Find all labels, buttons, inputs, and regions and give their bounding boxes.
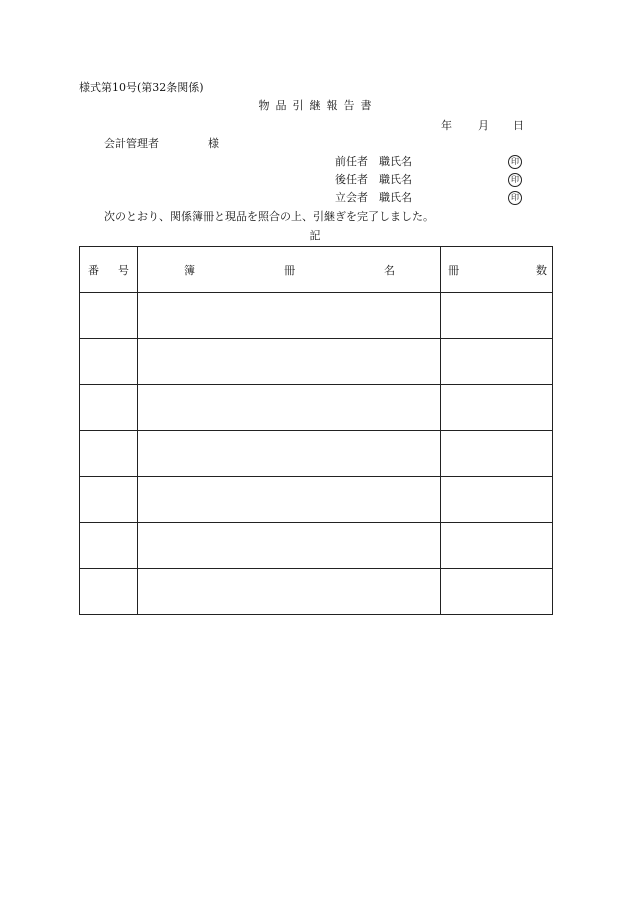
document-title: 物品引継報告書 xyxy=(258,99,378,112)
addressee-name: 会計管理者 xyxy=(104,137,159,150)
cell-book-name xyxy=(138,339,441,385)
cell-book-name xyxy=(138,523,441,569)
signature-label: 職氏名 xyxy=(379,155,412,168)
table-row xyxy=(80,293,553,339)
cell-book-name xyxy=(138,293,441,339)
table-row xyxy=(80,385,553,431)
date-day-label: 日 xyxy=(513,119,524,132)
signature-role: 後任者 xyxy=(335,173,368,186)
ki-heading: 記 xyxy=(309,229,321,242)
cell-book-name xyxy=(138,431,441,477)
seal-mark-icon: 印 xyxy=(508,191,522,205)
table-row xyxy=(80,569,553,615)
header-book-name: 簿 冊 名 xyxy=(138,247,441,293)
table-row xyxy=(80,523,553,569)
cell-count xyxy=(441,339,553,385)
cell-number xyxy=(80,431,138,477)
signature-label: 職氏名 xyxy=(379,173,412,186)
signature-role: 前任者 xyxy=(335,155,368,168)
cell-book-name xyxy=(138,385,441,431)
cell-count xyxy=(441,431,553,477)
cell-number xyxy=(80,523,138,569)
table-row xyxy=(80,339,553,385)
cell-count xyxy=(441,293,553,339)
cell-number xyxy=(80,339,138,385)
signature-row-witness xyxy=(335,191,412,205)
cell-count xyxy=(441,385,553,431)
signature-row-successor xyxy=(335,173,412,187)
header-number: 番 号 xyxy=(80,247,138,293)
seal-mark-icon: 印 xyxy=(508,155,522,169)
signature-row-predecessor xyxy=(335,155,412,169)
header-count: 冊 数 xyxy=(441,247,553,293)
table-row xyxy=(80,477,553,523)
cell-count xyxy=(441,523,553,569)
date-year-label: 年 xyxy=(441,119,452,132)
table-header-row xyxy=(80,247,553,293)
cell-number xyxy=(80,385,138,431)
cell-number xyxy=(80,569,138,615)
cell-book-name xyxy=(138,477,441,523)
addressee-honorific: 様 xyxy=(208,137,219,150)
cell-number xyxy=(80,293,138,339)
cell-book-name xyxy=(138,569,441,615)
items-table xyxy=(79,246,553,615)
form-number: 様式第10号(第32条関係) xyxy=(79,81,204,94)
date-month-label: 月 xyxy=(478,119,489,132)
cell-number xyxy=(80,477,138,523)
signature-role: 立会者 xyxy=(335,191,368,204)
table-row xyxy=(80,431,553,477)
seal-mark-icon: 印 xyxy=(508,173,522,187)
body-text: 次のとおり、関係簿冊と現品を照合の上、引継ぎを完了しました。 xyxy=(104,210,434,223)
cell-count xyxy=(441,477,553,523)
cell-count xyxy=(441,569,553,615)
signature-label: 職氏名 xyxy=(379,191,412,204)
